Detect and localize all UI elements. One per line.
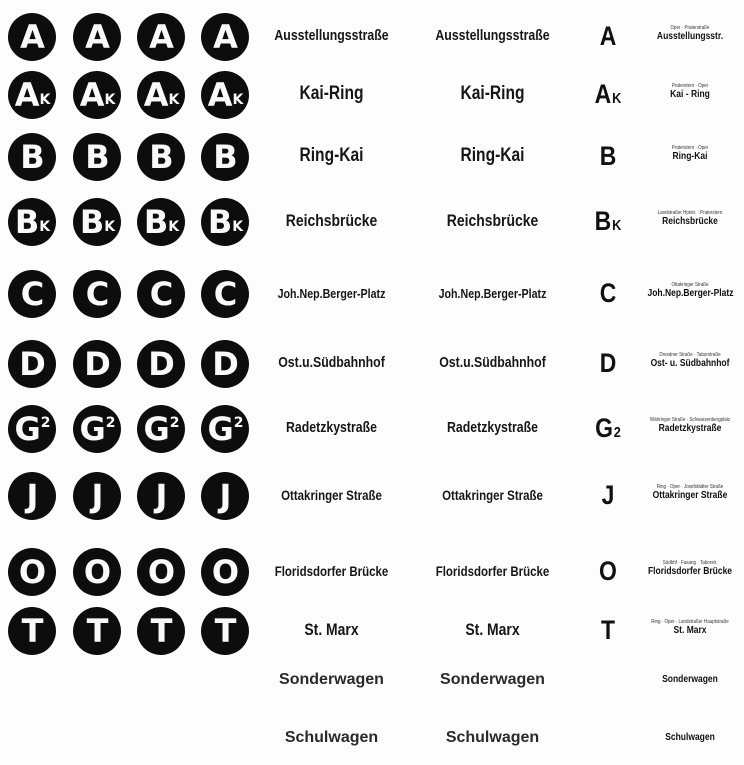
route-suffix: K — [39, 219, 50, 235]
route-disc — [137, 340, 185, 388]
route-letter: T — [150, 612, 172, 650]
destination-label-a: St. Marx — [304, 619, 359, 639]
route-disc — [201, 13, 249, 61]
route-letter: C — [213, 275, 237, 313]
destination-plate — [640, 560, 740, 578]
route-suffix: K — [39, 92, 50, 108]
route-letter-large-text: A — [594, 79, 612, 109]
route-superscript: 2 — [233, 415, 243, 431]
route-disc — [8, 198, 56, 246]
route-letter: D — [148, 345, 174, 383]
route-letter-large — [591, 21, 625, 52]
route-letter: B — [79, 203, 104, 241]
destination-label-b: Ring-Kai — [460, 144, 525, 166]
route-disc — [8, 405, 56, 453]
route-superscript: 2 — [40, 415, 50, 431]
route-letter: T — [86, 612, 108, 650]
route-disc — [73, 133, 121, 181]
destination-plate — [640, 25, 740, 43]
extra-label-b: Sonderwagen — [440, 671, 545, 688]
route-letter-large-text: C — [599, 278, 617, 308]
route-letter: B — [213, 138, 237, 176]
destination-plate — [640, 83, 740, 101]
plate-via-text: Dresdner Straße · Taborstraße — [659, 352, 721, 358]
plate-via-text: Praterstern · Oper — [671, 145, 709, 151]
route-letter: B — [207, 203, 232, 241]
route-disc — [73, 472, 121, 520]
route-letter: T — [21, 612, 43, 650]
plate-via-text: Ottakringer Straße — [671, 282, 709, 288]
route-suffix: K — [232, 92, 243, 108]
route-letter-large — [591, 480, 625, 511]
route-disc — [201, 405, 249, 453]
destination-label-a: Ost.u.Südbahnhof — [278, 354, 385, 372]
destination-label-b: Reichsbrücke — [446, 210, 539, 230]
route-letter: T — [214, 612, 236, 650]
route-disc — [137, 607, 185, 655]
route-letter: A — [207, 76, 232, 114]
extra-plate-text: Sonderwagen — [662, 674, 718, 685]
destination-label-b: Radetzkystraße — [447, 419, 538, 437]
route-disc — [8, 472, 56, 520]
route-letter: J — [91, 477, 103, 515]
route-disc — [73, 340, 121, 388]
route-disc — [73, 71, 121, 119]
destination-label-a: Ottakringer Straße — [281, 486, 382, 503]
plate-destination-text: Reichsbrücke — [662, 216, 718, 227]
route-letter: C — [85, 275, 109, 313]
destination-label-a: Kai-Ring — [299, 82, 364, 104]
route-letter: O — [147, 553, 175, 591]
plate-destination-text: Joh.Nep.Berger-Platz — [647, 288, 734, 299]
destination-label-a: Reichsbrücke — [285, 210, 378, 230]
route-disc — [137, 548, 185, 596]
route-disc — [201, 472, 249, 520]
route-disc — [201, 71, 249, 119]
route-disc — [201, 340, 249, 388]
route-disc — [8, 270, 56, 318]
destination-label-a: Floridsdorfer Brücke — [274, 562, 389, 579]
destination-label-a: Radetzkystraße — [286, 419, 377, 437]
route-disc — [201, 198, 249, 246]
route-suffix: K — [104, 92, 115, 108]
route-disc — [8, 548, 56, 596]
extra-plate — [640, 732, 740, 744]
route-letter: B — [143, 203, 168, 241]
route-letter-large — [591, 278, 625, 309]
route-disc — [73, 607, 121, 655]
route-letter-large — [591, 206, 625, 237]
plate-destination-text: Floridsdorfer Brücke — [647, 566, 733, 577]
route-disc — [73, 198, 121, 246]
route-disc — [73, 270, 121, 318]
route-disc — [73, 548, 121, 596]
plate-destination-text: Ost- u. Südbahnhof — [650, 358, 730, 369]
route-letter-large — [591, 348, 625, 379]
destination-label-b: Ost.u.Südbahnhof — [439, 354, 546, 372]
route-disc — [8, 340, 56, 388]
route-letter: J — [155, 477, 167, 515]
destination-label-a: Ring-Kai — [299, 144, 364, 166]
route-letter: G — [14, 410, 40, 448]
plate-destination-text: Ausstellungsstr. — [656, 31, 724, 42]
destination-plate — [640, 282, 740, 300]
destination-plate — [640, 145, 740, 163]
route-suffix: K — [104, 219, 115, 235]
destination-plate — [640, 352, 740, 370]
route-letter: A — [20, 18, 44, 56]
route-letter: D — [84, 345, 110, 383]
route-letter: O — [211, 553, 239, 591]
route-letter: C — [20, 275, 44, 313]
extra-label-b: Schulwagen — [445, 729, 540, 746]
route-letter: O — [18, 553, 46, 591]
route-disc — [73, 13, 121, 61]
route-disc — [73, 405, 121, 453]
route-disc — [8, 133, 56, 181]
destination-label-a: Joh.Nep.Berger-Platz — [277, 285, 386, 301]
route-disc — [8, 607, 56, 655]
route-suffix: K — [168, 219, 179, 235]
route-letter-large-text: J — [601, 480, 615, 510]
route-letter-large-suffix: 2 — [613, 424, 621, 441]
plate-via-text: Praterstern · Oper — [671, 83, 709, 89]
route-suffix: K — [232, 219, 243, 235]
extra-label-a: Schulwagen — [284, 729, 379, 746]
route-letter-large-suffix: K — [612, 90, 622, 107]
route-letter-large-text: T — [600, 615, 616, 645]
route-letter: A — [143, 76, 168, 114]
destination-label-b: Joh.Nep.Berger-Platz — [438, 285, 547, 301]
route-superscript: 2 — [105, 415, 115, 431]
destination-label-b: Ausstellungsstraße — [435, 27, 550, 45]
route-letter-large — [591, 141, 625, 172]
destination-label-b: Ottakringer Straße — [442, 486, 543, 503]
plate-via-text: Landstraßer Hptstr. · Praterstern — [657, 210, 723, 216]
route-disc — [201, 548, 249, 596]
route-letter: G — [79, 410, 105, 448]
extra-label-a: Sonderwagen — [279, 671, 384, 688]
destination-label-b: Floridsdorfer Brücke — [435, 562, 550, 579]
route-disc — [137, 270, 185, 318]
plate-via-text: Oper · Praterstraße — [670, 25, 710, 31]
route-letter: O — [83, 553, 111, 591]
route-letter: B — [149, 138, 173, 176]
plate-via-text: Ring · Oper · Landstraßer Hauptstraße — [651, 619, 729, 625]
route-letter-large — [591, 615, 625, 646]
route-letter-large-text: B — [594, 206, 612, 236]
plate-destination-text: Radetzkystraße — [658, 423, 722, 434]
destination-plate — [640, 210, 740, 228]
route-disc — [201, 607, 249, 655]
route-disc — [137, 198, 185, 246]
route-disc — [137, 133, 185, 181]
plate-destination-text: Ring-Kai — [672, 151, 708, 162]
route-letter: J — [26, 477, 38, 515]
route-letter-large-text: B — [599, 141, 617, 171]
plate-destination-text: Ottakringer Straße — [652, 490, 728, 501]
route-letter-large-text: G — [595, 413, 613, 443]
route-disc — [201, 133, 249, 181]
extra-plate-text: Schulwagen — [665, 732, 715, 743]
route-letter: G — [207, 410, 233, 448]
plate-via-text: Südbhf · Fasang · Taborstr. — [662, 560, 718, 566]
route-letter-large-text: D — [599, 348, 617, 378]
route-letter: B — [14, 203, 39, 241]
destination-label-a: Ausstellungsstraße — [274, 27, 389, 45]
plate-destination-text: St. Marx — [673, 625, 707, 636]
destination-plate — [640, 417, 740, 435]
route-disc — [137, 405, 185, 453]
route-disc — [137, 71, 185, 119]
route-suffix: K — [168, 92, 179, 108]
route-disc — [137, 472, 185, 520]
route-letter-large-suffix: K — [612, 217, 622, 234]
route-letter: D — [212, 345, 238, 383]
destination-label-b: Kai-Ring — [460, 82, 525, 104]
route-superscript: 2 — [169, 415, 179, 431]
route-letter: G — [143, 410, 169, 448]
route-letter: D — [19, 345, 45, 383]
route-letter-large-text: A — [599, 21, 617, 51]
destination-label-b: St. Marx — [465, 619, 520, 639]
route-letter: C — [149, 275, 173, 313]
plate-via-text: Währinger Straße · Schwarzenbergplatz — [649, 417, 731, 423]
route-letter: B — [20, 138, 44, 176]
route-disc — [8, 71, 56, 119]
route-disc — [201, 270, 249, 318]
route-letter: J — [219, 477, 231, 515]
route-disc — [137, 13, 185, 61]
route-letter-large — [591, 556, 625, 587]
plate-destination-text: Kai - Ring — [670, 89, 710, 100]
route-letter: A — [14, 76, 39, 114]
route-letter: A — [213, 18, 237, 56]
destination-plate — [640, 619, 740, 637]
route-letter-large — [591, 79, 625, 110]
route-letter-large — [591, 413, 625, 444]
route-letter: A — [149, 18, 173, 56]
plate-via-text: Ring · Oper · Josefstädter Straße — [656, 484, 724, 490]
route-letter-large-text: O — [599, 556, 617, 586]
route-letter: B — [85, 138, 109, 176]
extra-plate — [640, 674, 740, 686]
route-letter: A — [85, 18, 109, 56]
destination-plate — [640, 484, 740, 502]
route-disc — [8, 13, 56, 61]
route-letter: A — [79, 76, 104, 114]
